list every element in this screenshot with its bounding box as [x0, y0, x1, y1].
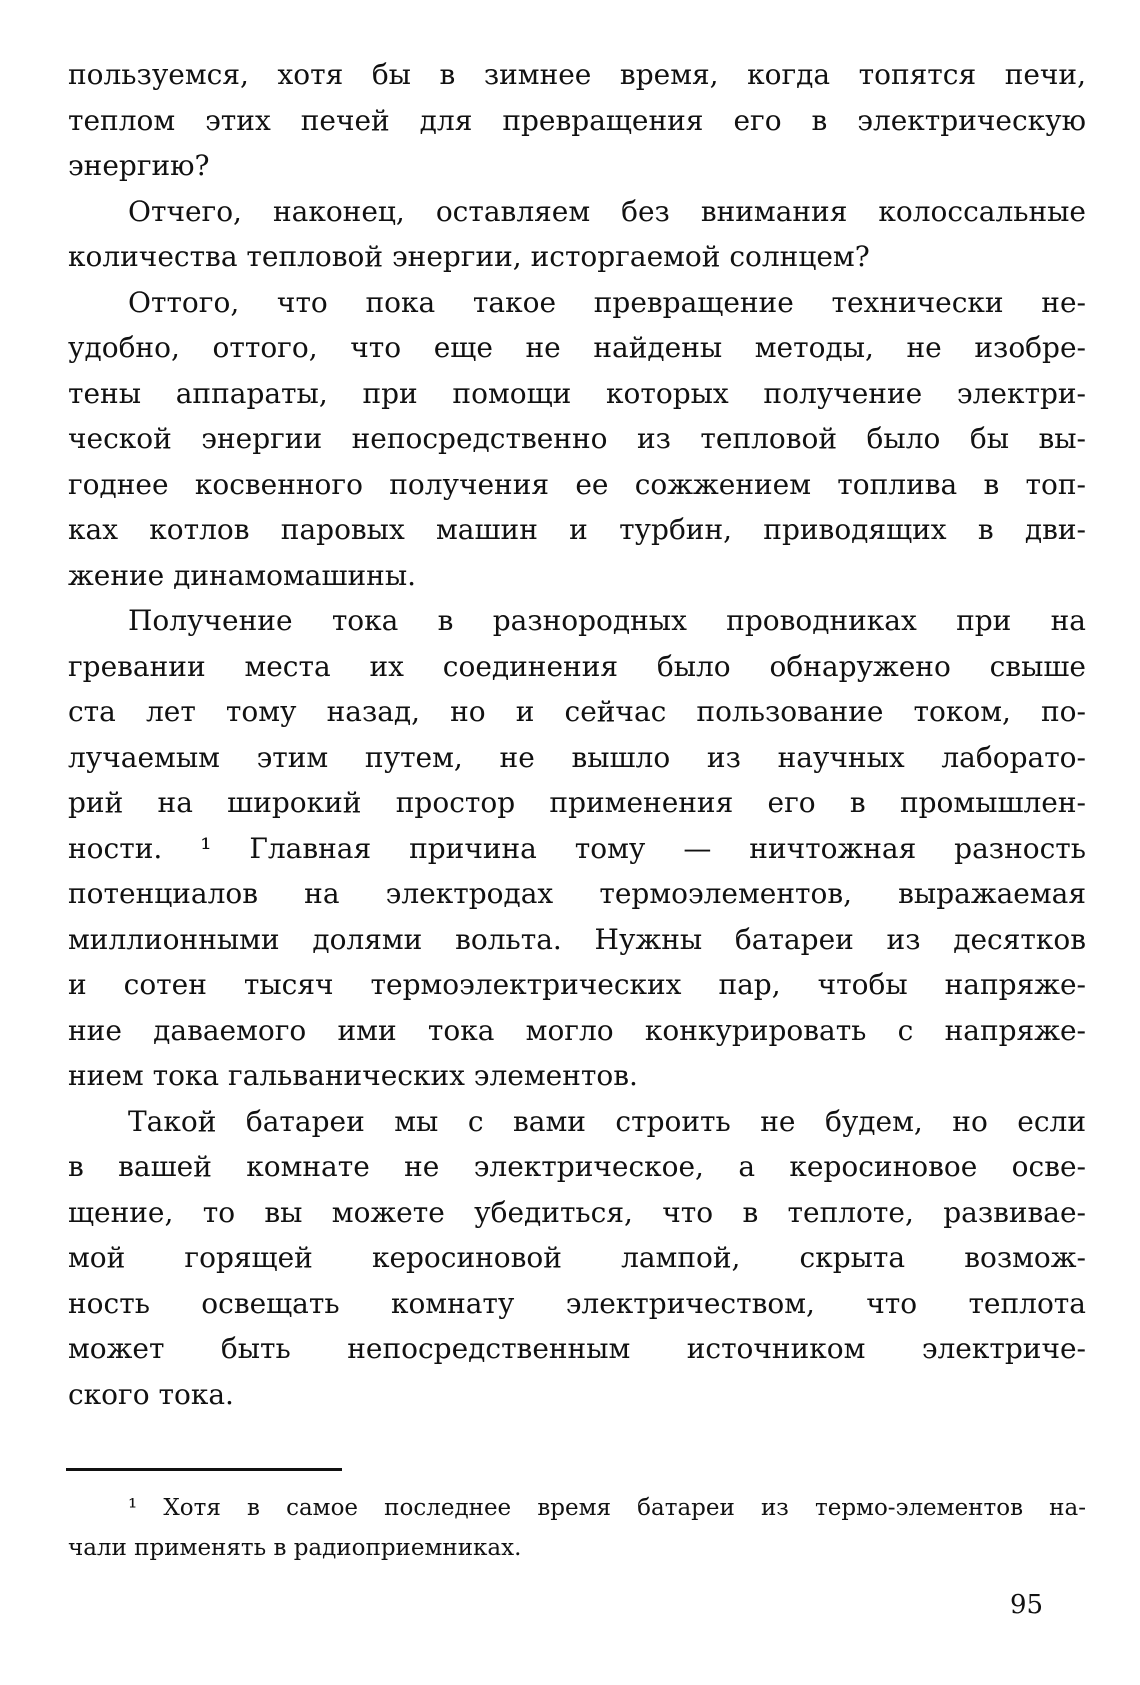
footnote-line: чали применять в радиоприемниках. [68, 1535, 522, 1561]
text-line: ках котлов паровых машин и турбин, приводящих в дви- [68, 513, 1086, 546]
footnote [68, 1488, 1086, 1568]
page-number: 95 [1010, 1590, 1044, 1620]
footnote-line: ¹ Хотя в самое последнее время батареи из термо-элементов на- [128, 1495, 1086, 1521]
text-line: Оттого, что пока такое превращение технически не- [128, 285, 1086, 319]
text-line: и сотен тысяч термоэлектрических пар, чтобы напряже- [68, 968, 1086, 1001]
text-line: удобно, оттого, что еще не найдены методы, не изобре- [68, 331, 1086, 364]
text-line: может быть непосредственным источником электриче- [68, 1332, 1086, 1365]
text-line: Получение тока в разнородных проводниках при на [128, 604, 1086, 637]
text-line: Отчего, наконец, оставляем без внимания колоссальные [128, 194, 1086, 228]
footnote-divider [66, 1468, 342, 1471]
text-line: энергию? [68, 149, 210, 182]
text-line: ского тока. [68, 1377, 234, 1411]
text-line: щение, то вы можете убедиться, что в теплоте, развивае- [68, 1195, 1086, 1229]
paragraph-1 [68, 52, 1086, 189]
text-line: ние даваемого ими тока могло конкурировать с напряже- [68, 1013, 1086, 1047]
text-line: ческой энергии непосредственно из тепловой было бы вы- [68, 422, 1086, 455]
text-line: жение динамомашины. [68, 558, 417, 592]
text-line: пользуемся, хотя бы в зимнее время, когда топятся печи, [68, 58, 1086, 91]
text-line: ность освещать комнату электричеством, что теплота [68, 1286, 1086, 1320]
text-line: нием тока гальванических элементов. [68, 1059, 638, 1092]
text-line: ности. ¹ Главная причина тому — ничтожная разность [68, 831, 1086, 865]
paragraph-3 [68, 280, 1086, 599]
text-line: теплом этих печей для превращения его в электрическую [68, 103, 1086, 137]
text-line: тены аппараты, при помощи которых получение электри- [68, 376, 1086, 410]
text-line: ста лет тому назад, но и сейчас пользование током, по- [68, 695, 1086, 728]
paragraph-5 [68, 1099, 1086, 1418]
text-line: годнее косвенного получения ее сожжением топлива в топ- [68, 467, 1086, 501]
paragraph-2 [68, 189, 1086, 280]
text-line: Такой батареи мы с вами строить не будем, но если [128, 1104, 1086, 1138]
text-line: в вашей комнате не электрическое, а керосиновое осве- [68, 1150, 1086, 1183]
text-line: количества тепловой энергии, исторгаемой солнцем? [68, 240, 870, 273]
paragraph-4 [68, 598, 1086, 1099]
text-line: рий на широкий простор применения его в промышлен- [68, 786, 1086, 819]
text-line: мой горящей керосиновой лампой, скрыта возмож- [68, 1241, 1086, 1274]
body-text [68, 52, 1086, 1417]
text-line: лучаемым этим путем, не вышло из научных лаборато- [68, 740, 1086, 774]
text-line: гревании места их соединения было обнаружено свыше [68, 649, 1086, 683]
text-line: миллионными долями вольта. Нужны батареи из десятков [68, 922, 1086, 956]
text-line: потенциалов на электродах термоэлементов, выражаемая [68, 877, 1086, 910]
